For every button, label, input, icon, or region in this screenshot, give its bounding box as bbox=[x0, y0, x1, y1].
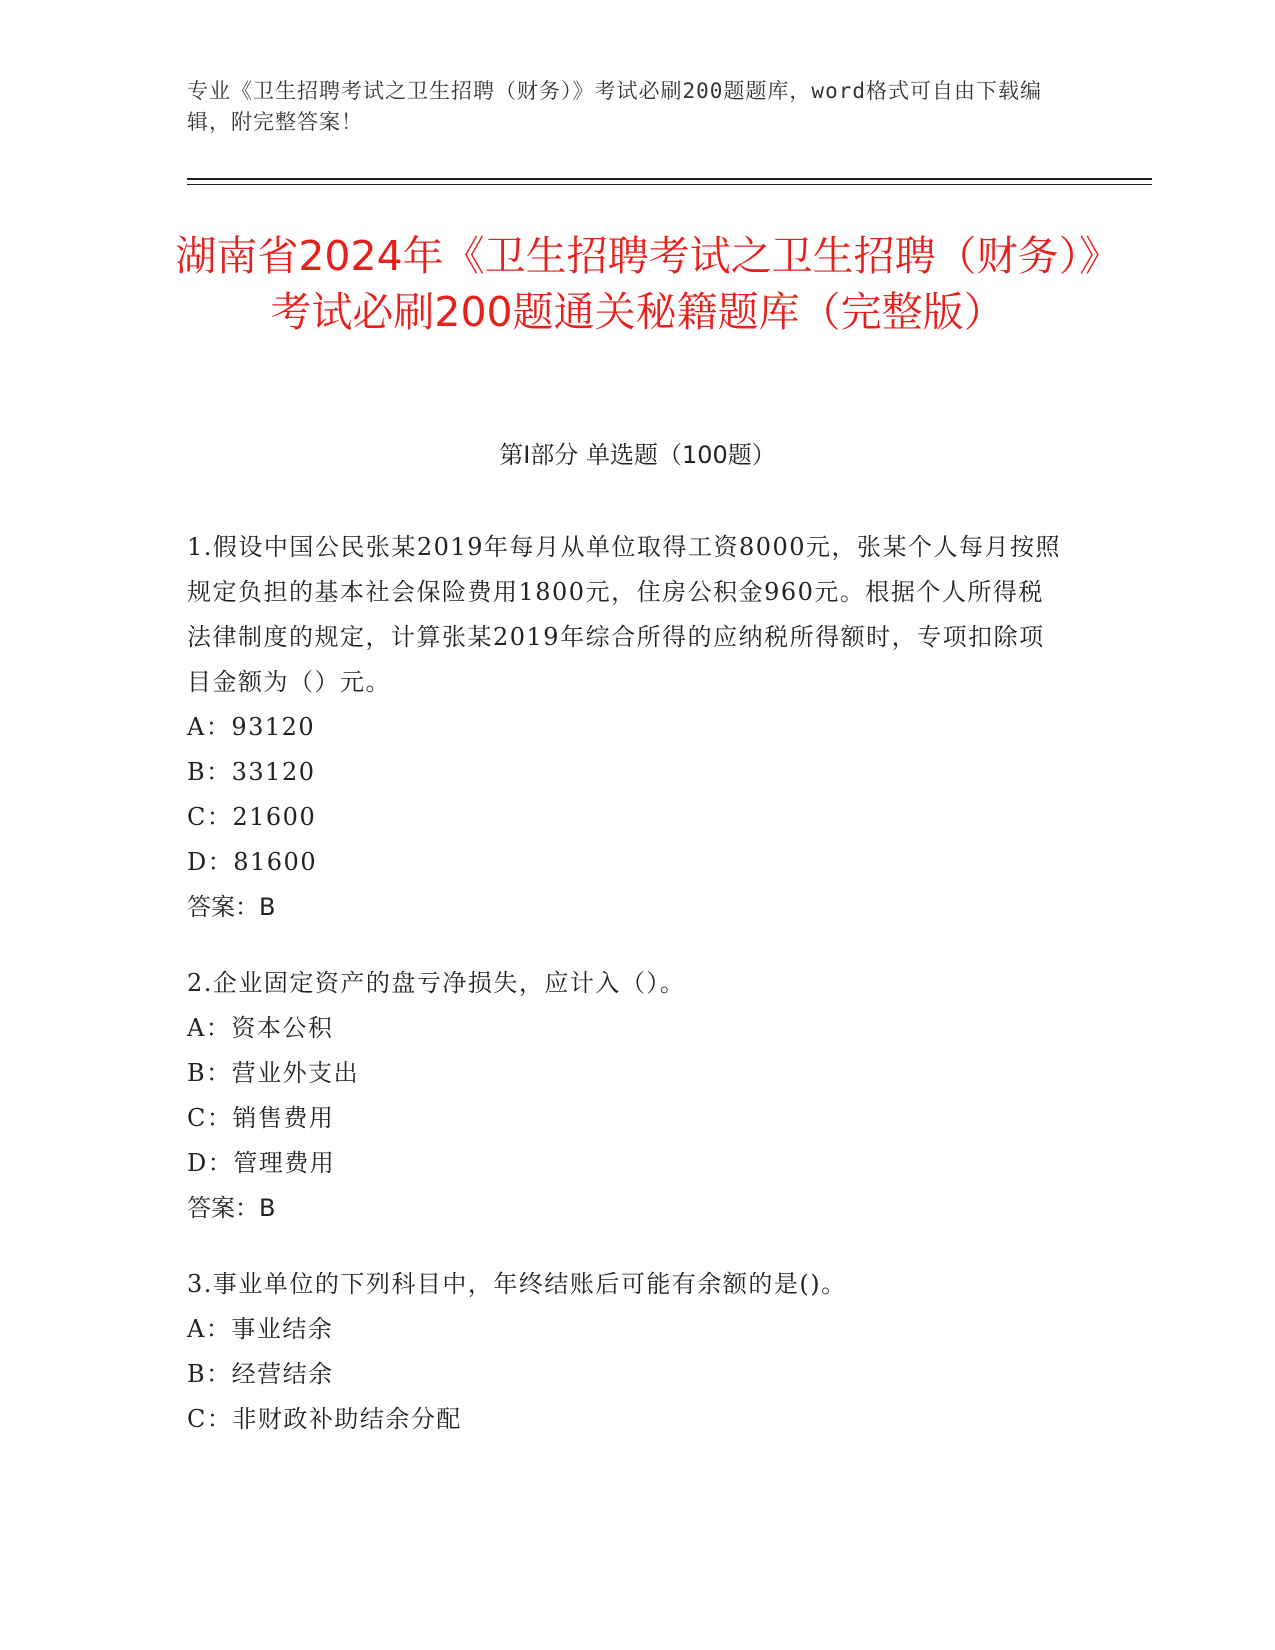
question-list bbox=[187, 525, 1067, 1473]
option-d: D：81600 bbox=[187, 848, 318, 876]
question-stem: 2.企业固定资产的盘亏净损失，应计入（）。 bbox=[187, 969, 686, 997]
option-a: A：事业结余 bbox=[187, 1315, 334, 1343]
option-c: C：非财政补助结余分配 bbox=[187, 1405, 462, 1433]
option-b: B：33120 bbox=[187, 758, 316, 786]
question-1 bbox=[187, 525, 1067, 930]
question-stem: 1.假设中国公民张某2019年每月从单位取得工资8000元，张某个人每月按照规定负担的基本社会保险费用1800元，住房公积金960元。根据个人所得税法律制度的规定，计算张某2019年综合所得的应纳税所得额时，专项扣除项目金额为（）元。 bbox=[187, 533, 1062, 696]
option-b: B：营业外支出 bbox=[187, 1059, 360, 1087]
question-stem: 3.事业单位的下列科目中，年终结账后可能有余额的是()。 bbox=[187, 1270, 847, 1298]
option-d: D：管理费用 bbox=[187, 1149, 336, 1177]
header-divider-thin bbox=[187, 184, 1152, 185]
option-c: C：21600 bbox=[187, 803, 317, 831]
option-a: A：资本公积 bbox=[187, 1014, 334, 1042]
document-title: 湖南省2024年《卫生招聘考试之卫生招聘（财务）》考试必刷200题通关秘籍题库（完整版） bbox=[175, 232, 1100, 336]
option-b: B：经营结余 bbox=[187, 1360, 334, 1388]
document-header-note: 专业《卫生招聘考试之卫生招聘（财务）》考试必刷200题题库，word格式可自由下载编辑，附完整答案！ bbox=[187, 79, 1042, 134]
question-3 bbox=[187, 1262, 1067, 1442]
header-divider-thick bbox=[187, 178, 1152, 180]
question-2 bbox=[187, 961, 1067, 1231]
section-heading: 第I部分 单选题（100题） bbox=[499, 441, 776, 469]
answer: 答案：B bbox=[187, 893, 276, 921]
option-c: C：销售费用 bbox=[187, 1104, 335, 1132]
answer: 答案：B bbox=[187, 1194, 276, 1222]
option-a: A：93120 bbox=[187, 713, 316, 741]
